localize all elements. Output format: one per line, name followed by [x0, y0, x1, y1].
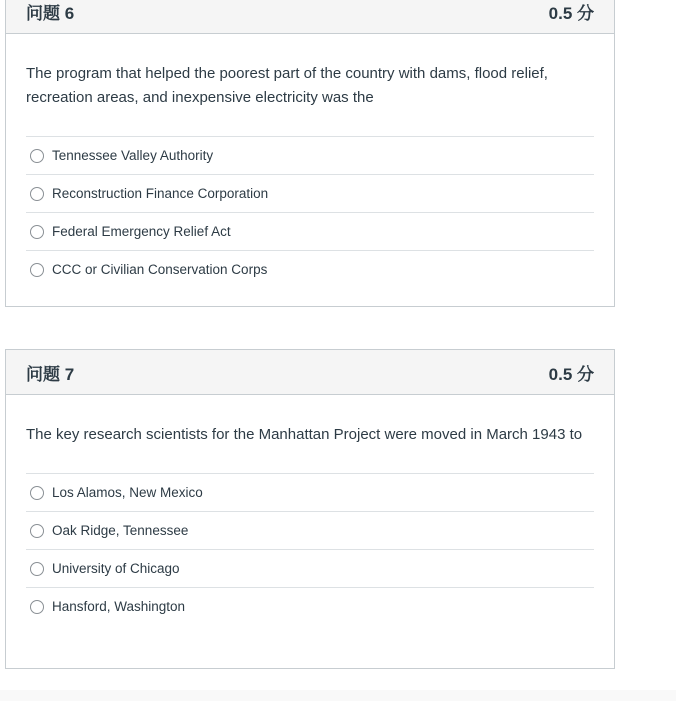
question-text: The program that helped the poorest part of the country with dams, flood relief, recreation areas, and inexpensive electricity was the — [26, 65, 548, 106]
answer-list — [26, 473, 594, 625]
answer-option[interactable] — [26, 512, 594, 550]
answer-list — [26, 136, 594, 288]
question-points: 0.5 分 — [548, 3, 594, 23]
question-points: 0.5 分 — [548, 364, 594, 384]
radio-button[interactable] — [30, 524, 44, 538]
question-title: 问题 6 — [26, 3, 75, 23]
answer-label: CCC or Civilian Conservation Corps — [52, 262, 268, 277]
answer-label: Hansford, Washington — [52, 599, 186, 614]
question-7 — [5, 349, 615, 669]
page-bottom-strip — [0, 690, 676, 701]
question-header — [6, 0, 614, 34]
question-header — [6, 350, 614, 395]
answer-label: Tennessee Valley Authority — [52, 148, 214, 163]
answer-option[interactable] — [26, 213, 594, 251]
answer-option[interactable] — [26, 251, 594, 288]
radio-button[interactable] — [30, 486, 44, 500]
radio-button[interactable] — [30, 187, 44, 201]
answer-option[interactable] — [26, 588, 594, 625]
radio-button[interactable] — [30, 600, 44, 614]
answer-label: Reconstruction Finance Corporation — [52, 186, 269, 201]
answer-label: Oak Ridge, Tennessee — [52, 523, 189, 538]
answer-option[interactable] — [26, 474, 594, 512]
question-body — [6, 395, 614, 625]
answer-label: Federal Emergency Relief Act — [52, 224, 231, 239]
question-6 — [5, 0, 615, 307]
radio-button[interactable] — [30, 263, 44, 277]
answer-label: University of Chicago — [52, 561, 180, 576]
answer-option[interactable] — [26, 550, 594, 588]
question-body — [6, 34, 614, 288]
answer-label: Los Alamos, New Mexico — [52, 485, 203, 500]
answer-option[interactable] — [26, 137, 594, 175]
radio-button[interactable] — [30, 149, 44, 163]
radio-button[interactable] — [30, 225, 44, 239]
question-text: The key research scientists for the Manhattan Project were moved in March 1943 to — [26, 426, 583, 443]
radio-button[interactable] — [30, 562, 44, 576]
answer-option[interactable] — [26, 175, 594, 213]
question-title: 问题 7 — [26, 364, 75, 384]
